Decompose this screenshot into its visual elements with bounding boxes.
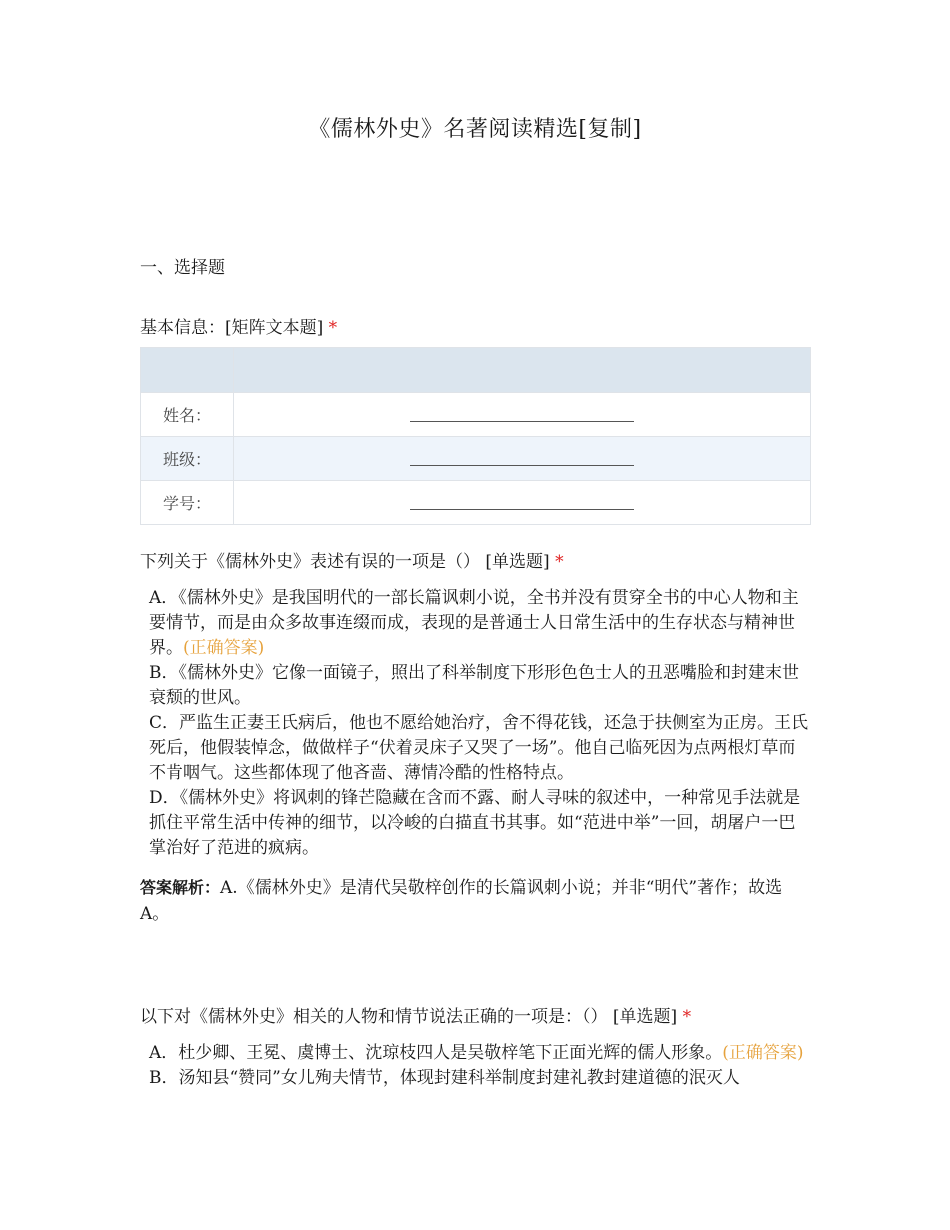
document-title: 《儒林外史》名著阅读精选[复制] xyxy=(308,117,642,142)
correct-answer-tag: (正确答案) xyxy=(183,638,265,658)
name-input[interactable] xyxy=(410,403,634,422)
required-marker: * xyxy=(328,318,338,338)
matrix-row-student-id xyxy=(141,481,811,525)
analysis-label: 答案解析： xyxy=(140,878,221,897)
q2-title: 以下对《儒林外史》相关的人物和情节说法正确的一项是：（） xyxy=(140,1007,608,1027)
student-id-input[interactable] xyxy=(410,491,634,510)
q1-title: 下列关于《儒林外史》表述有误的一项是（） xyxy=(140,552,480,572)
matrix-label: 学号： xyxy=(141,481,234,525)
required-marker: * xyxy=(555,552,564,572)
q2-heading xyxy=(140,1002,691,1027)
basic-info-title: 基本信息：[矩阵文本题] xyxy=(140,318,324,338)
q2-type: [单选题] xyxy=(612,1007,678,1027)
q1-option-c[interactable]: C．严监生正妻王氏病后，他也不愿给她治疗，舍不得花钱，还急于扶侧室为正房。王氏死后，他假装悼念，做做样子“伏着灵床子又哭了一场”。他自己临死因为点两根灯草而不肯咽气。这些都体现了他吝啬、薄情冷酷的性格特点。 xyxy=(149,713,809,783)
matrix-row-name xyxy=(141,393,811,437)
q1-analysis xyxy=(140,875,810,927)
q2-option-a[interactable]: A．杜少卿、王冕、虞博士、沈琼枝四人是吴敬梓笔下正面光辉的儒人形象。(正确答案) xyxy=(149,1043,804,1063)
q1-option-b[interactable]: B．《儒林外史》它像一面镜子，照出了科举制度下形形色色士人的丑恶嘴脸和封建末世衰颓的世风。 xyxy=(149,663,799,708)
section-heading: 一、选择题 xyxy=(140,258,225,278)
matrix-header-row xyxy=(141,348,811,393)
analysis-text: A.《儒林外史》是清代吴敬梓创作的长篇讽刺小说；并非“明代”著作；故选 A。 xyxy=(140,878,783,924)
q2-option-b[interactable]: B．汤知县“赞同”女儿殉夫情节，体现封建科举制度封建礼教封建道德的泯灭人 xyxy=(149,1068,740,1088)
q1-type: [单选题] xyxy=(485,552,550,572)
q1-option-a[interactable]: A．《儒林外史》是我国明代的一部长篇讽刺小说，全书并没有贯穿全书的中心人物和主要情节，而是由众多故事连缀而成，表现的是普通士人日常生活中的生存状态与精神世界。(正确答案) xyxy=(149,588,799,658)
correct-answer-tag: (正确答案) xyxy=(722,1043,804,1063)
matrix-label: 姓名： xyxy=(141,393,234,437)
q1-option-d[interactable]: D．《儒林外史》将讽刺的锋芒隐藏在含而不露、耐人寻味的叙述中，一种常见手法就是抓住平常生活中传神的细节，以冷峻的白描直书其事。如“范进中举”一回，胡屠户一巴掌治好了范进的疯病。 xyxy=(149,788,801,858)
matrix-header-cell xyxy=(234,348,811,393)
basic-info-heading xyxy=(140,313,337,338)
class-input[interactable] xyxy=(410,447,634,466)
matrix-header-cell xyxy=(141,348,234,393)
q1-options xyxy=(149,586,809,861)
required-marker: * xyxy=(682,1007,692,1027)
q1-heading xyxy=(140,547,564,572)
matrix-row-class xyxy=(141,437,811,481)
q2-options xyxy=(149,1041,809,1091)
basic-info-matrix xyxy=(140,347,811,525)
matrix-label: 班级： xyxy=(141,437,234,481)
